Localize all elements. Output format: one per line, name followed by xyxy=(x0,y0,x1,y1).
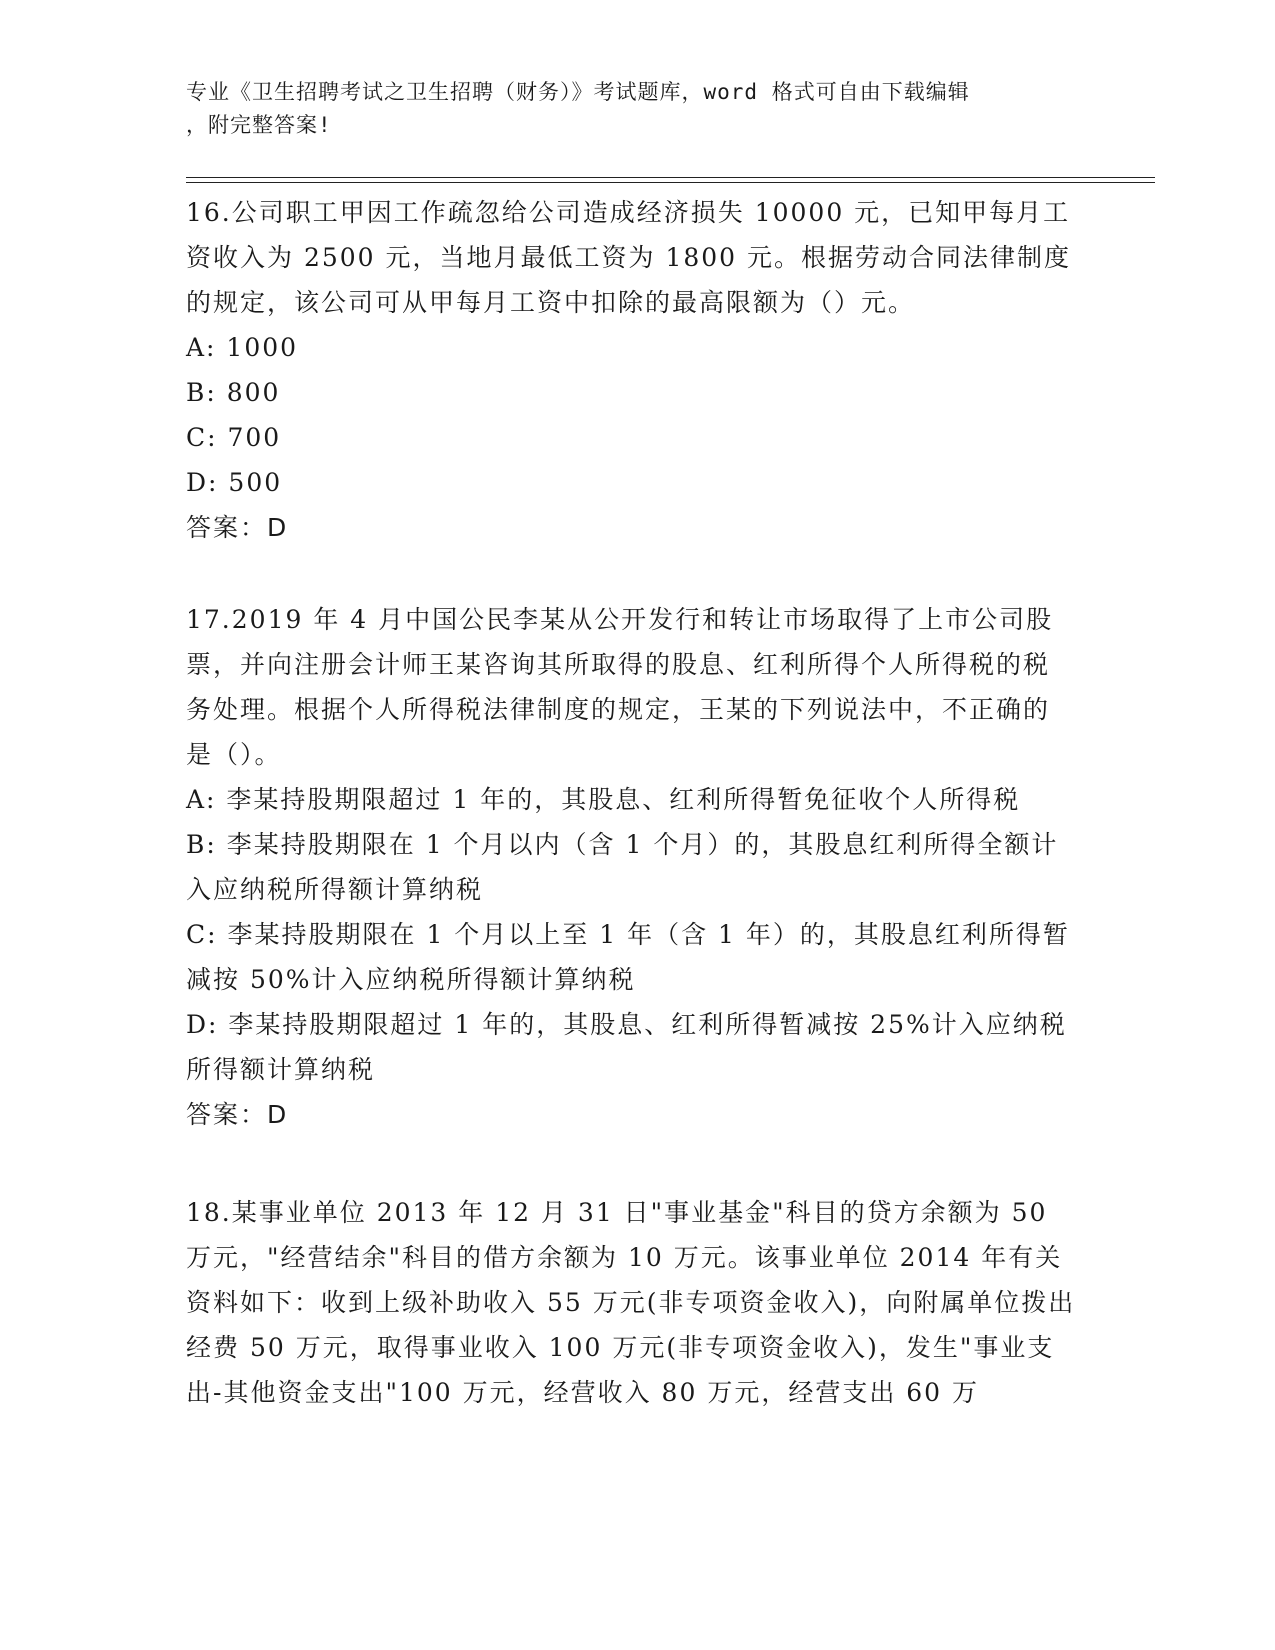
answer-line: 答案：D xyxy=(186,1100,289,1129)
question-17 xyxy=(186,597,1076,1137)
header-divider-top xyxy=(186,177,1155,178)
option-b: B: 800 xyxy=(186,378,281,407)
option-d: D: 李某持股期限超过 1 年的，其股息、红利所得暂减按 25%计入应纳税所得额计算纳税 xyxy=(186,1010,1067,1084)
header-divider-bottom xyxy=(186,182,1155,183)
document-header xyxy=(186,76,1066,142)
option-c: C: 700 xyxy=(186,423,282,452)
option-d: D: 500 xyxy=(186,468,283,497)
question-stem: 18.某事业单位 2013 年 12 月 31 日"事业基金"科目的贷方余额为 50 万元，"经营结余"科目的借方余额为 10 万元。该事业单位 2014 年有关资料如下：收到上级补助收入 55 万元(非专项资金收入)，向附属单位拨出经费 50 万元，取得事业收入 100 万元(非专项资金收入)，发生"事业支出-其他资金支出"100 万元，经营收入 80 万元，经营支出 60 万 xyxy=(186,1198,1076,1407)
option-c: C: 李某持股期限在 1 个月以上至 1 年（含 1 年）的，其股息红利所得暂减按 50%计入应纳税所得额计算纳税 xyxy=(186,920,1070,994)
header-line-2: ，附完整答案! xyxy=(186,113,332,137)
option-a: A: 李某持股期限超过 1 年的，其股息、红利所得暂免征收个人所得税 xyxy=(186,785,1021,814)
question-stem: 17.2019 年 4 月中国公民李某从公开发行和转让市场取得了上市公司股票，并向注册会计师王某咨询其所取得的股息、红利所得个人所得税的税务处理。根据个人所得税法律制度的规定，王某的下列说法中，不正确的是（）。 xyxy=(186,605,1054,769)
question-18 xyxy=(186,1190,1076,1415)
option-a: A: 1000 xyxy=(186,333,299,362)
question-stem: 16.公司职工甲因工作疏忽给公司造成经济损失 10000 元，已知甲每月工资收入为 2500 元，当地月最低工资为 1800 元。根据劳动合同法律制度的规定，该公司可从甲每月工资中扣除的最高限额为（）元。 xyxy=(186,198,1072,317)
header-line-1: 专业《卫生招聘考试之卫生招聘（财务）》考试题库，word 格式可自由下载编辑 xyxy=(186,80,970,104)
option-b: B: 李某持股期限在 1 个月以内（含 1 个月）的，其股息红利所得全额计入应纳税所得额计算纳税 xyxy=(186,830,1059,904)
question-16 xyxy=(186,190,1076,550)
answer-line: 答案：D xyxy=(186,513,289,542)
